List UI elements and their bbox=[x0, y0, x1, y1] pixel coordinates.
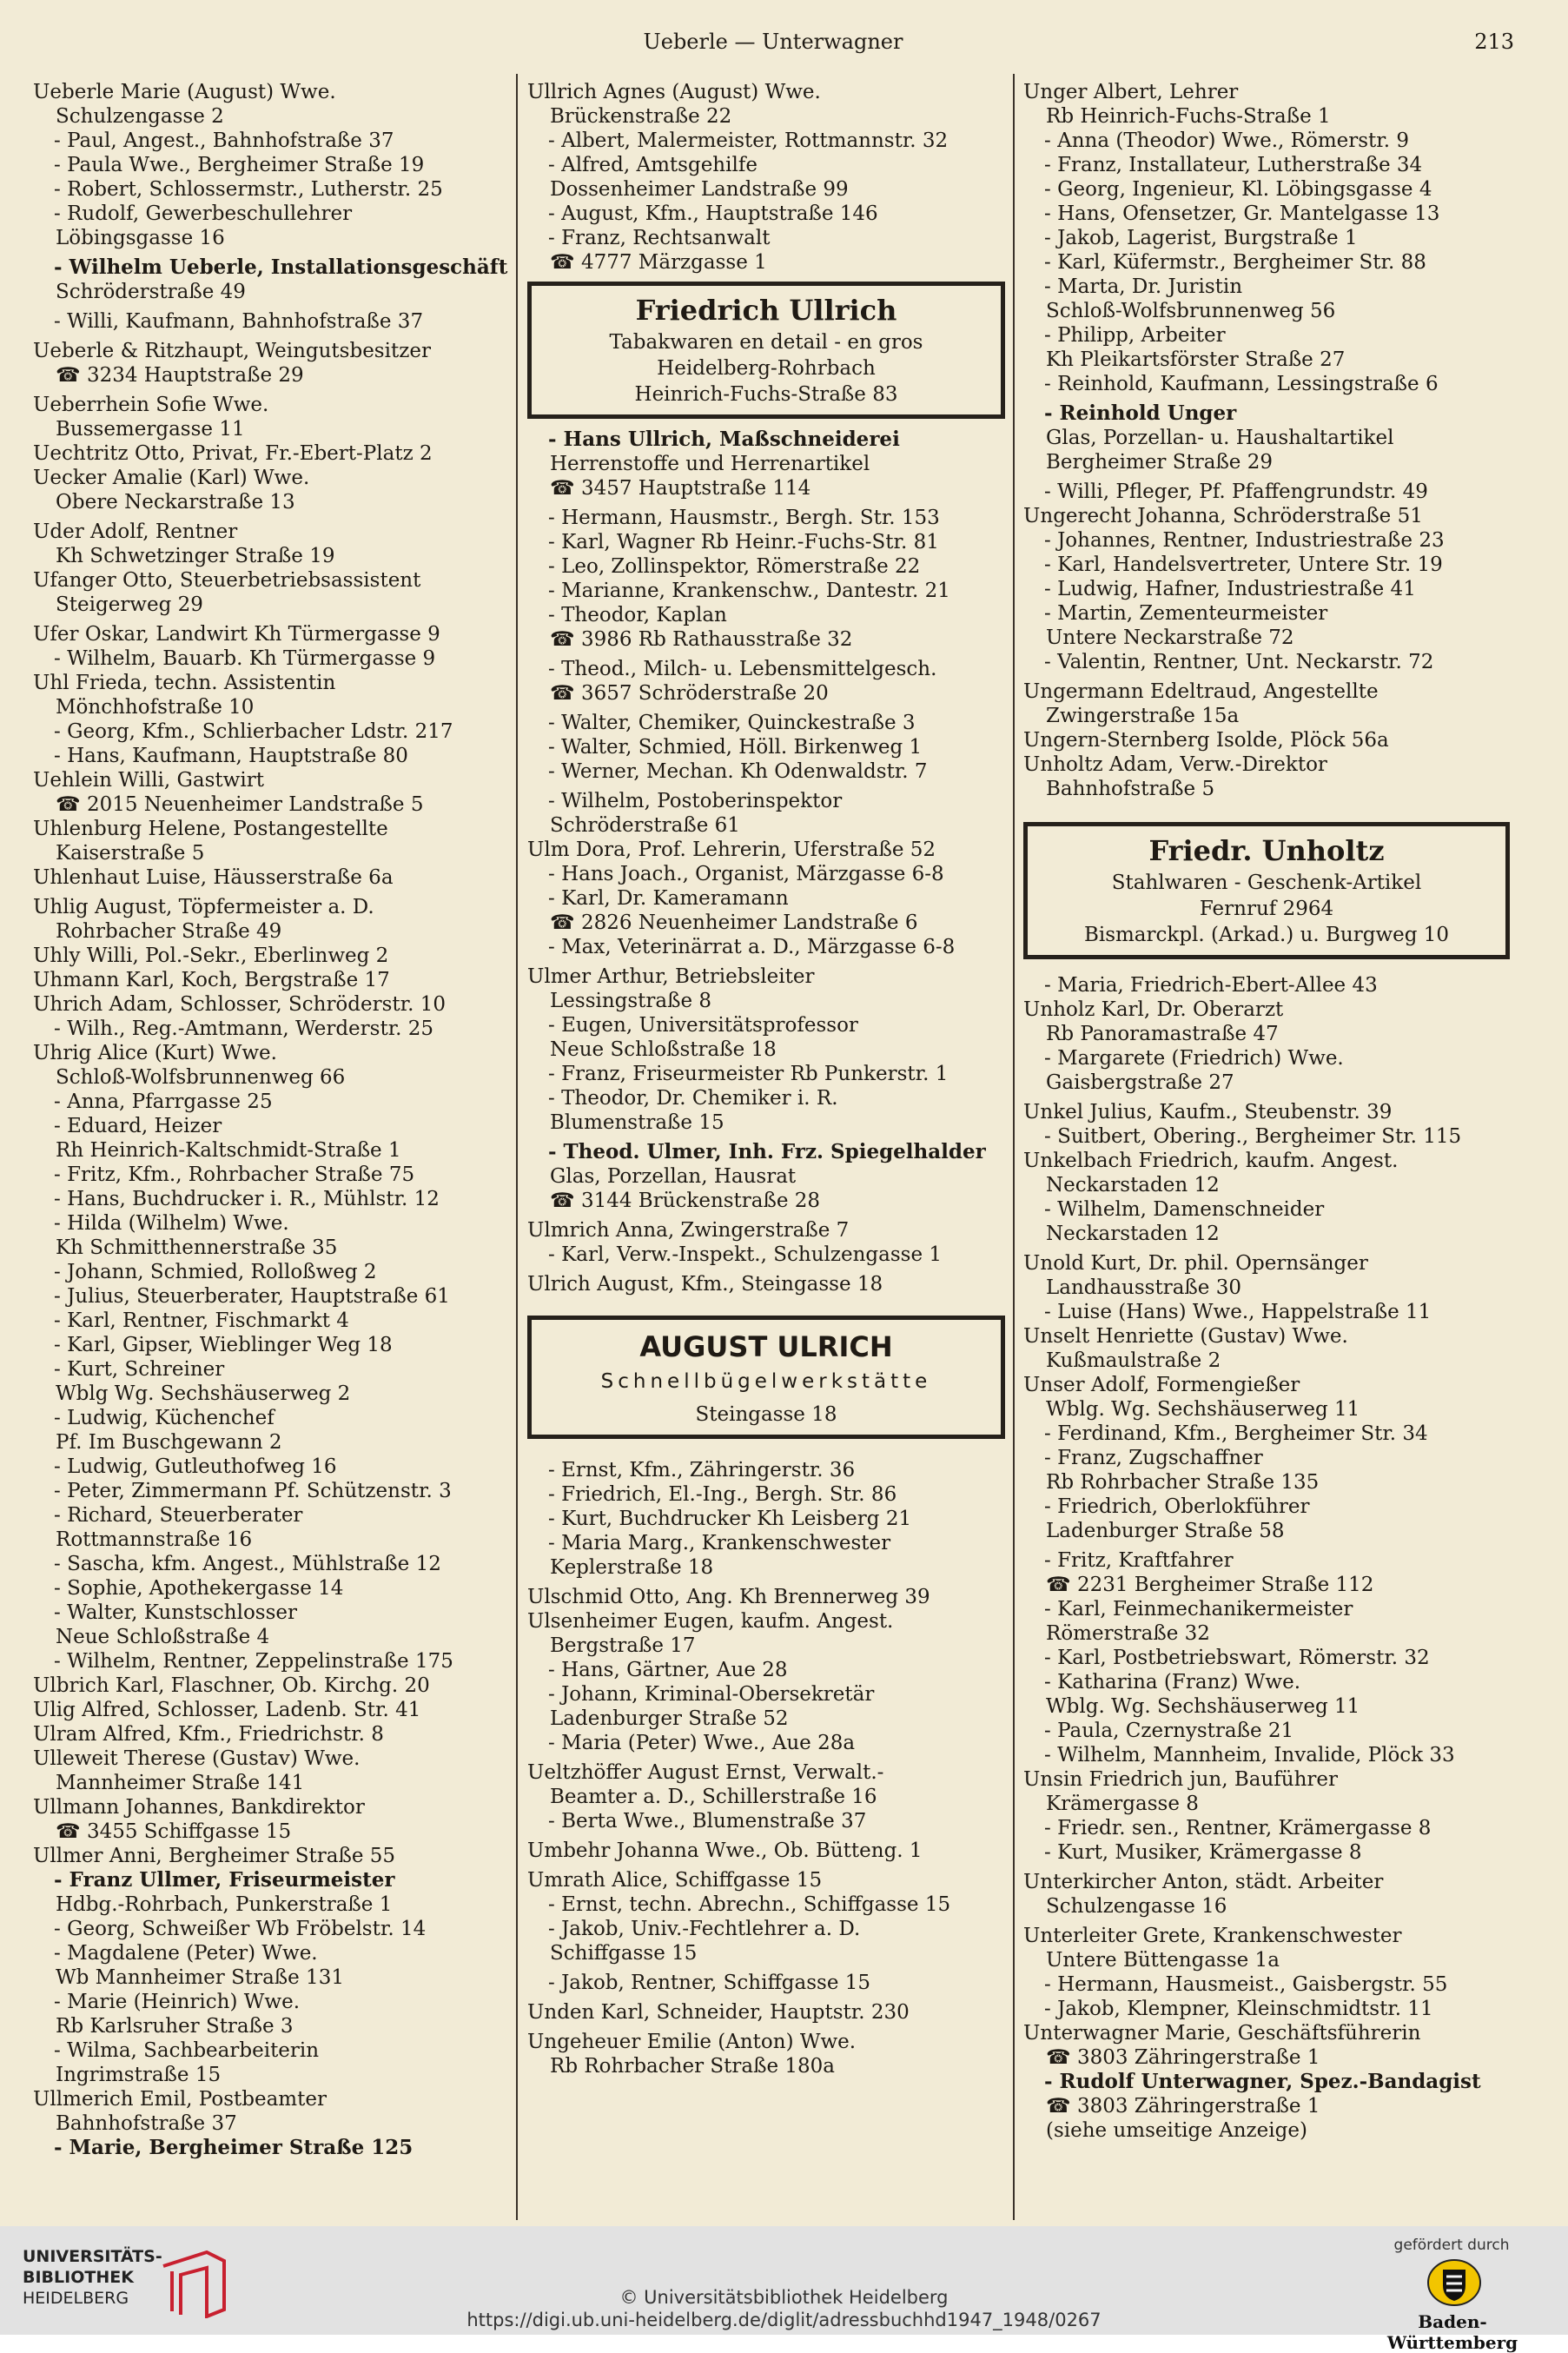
ad-line: Fernruf 2964 bbox=[1199, 898, 1334, 920]
directory-entry: - Fritz, Kraftfahrer bbox=[1044, 1549, 1234, 1572]
directory-entry: - Leo, Zollinspektor, Römerstraße 22 bbox=[548, 555, 921, 578]
directory-entry: Kh Pleikartsförster Straße 27 bbox=[1046, 348, 1346, 371]
directory-entry: Uehlein Willi, Gastwirt bbox=[33, 769, 264, 792]
directory-entry: Bahnhofstraße 37 bbox=[56, 2112, 237, 2135]
directory-entry: - Marta, Dr. Juristin bbox=[1044, 275, 1243, 298]
directory-entry: - Katharina (Franz) Wwe. bbox=[1044, 1671, 1301, 1693]
directory-entry: Ufer Oskar, Landwirt Kh Türmergasse 9 bbox=[33, 623, 440, 646]
directory-entry: - Franz Ullmer, Friseurmeister bbox=[54, 1868, 395, 1892]
directory-entry: Uhrich Adam, Schlosser, Schröderstr. 10 bbox=[33, 993, 447, 1016]
directory-entry: Unkel Julius, Kaufm., Steubenstr. 39 bbox=[1023, 1101, 1393, 1123]
directory-entry: - Jakob, Rentner, Schiffgasse 15 bbox=[548, 1972, 871, 1994]
library-name-line1: UNIVERSITÄTS- bbox=[23, 2247, 162, 2266]
directory-entry: - Wilhelm, Mannheim, Invalide, Plöck 33 bbox=[1044, 1744, 1455, 1766]
directory-entry: ☎ 3803 Zähringerstraße 1 bbox=[1046, 2046, 1320, 2069]
directory-entry: Unselt Henriette (Gustav) Wwe. bbox=[1023, 1325, 1348, 1348]
directory-entry: Löbingsgasse 16 bbox=[56, 227, 225, 249]
directory-entry: Uecker Amalie (Karl) Wwe. bbox=[33, 467, 310, 489]
directory-entry: Unterkircher Anton, städt. Arbeiter bbox=[1023, 1871, 1384, 1893]
directory-entry: - Ernst, Kfm., Zähringerstr. 36 bbox=[548, 1459, 856, 1481]
directory-entry: Uder Adolf, Rentner bbox=[33, 520, 238, 543]
directory-entry: Kaiserstraße 5 bbox=[56, 842, 205, 865]
directory-entry: Wblg. Wg. Sechshäuserweg 11 bbox=[1046, 1695, 1360, 1718]
directory-entry: - Willi, Pfleger, Pf. Pfaffengrundstr. 49 bbox=[1044, 481, 1428, 503]
directory-entry: - Ludwig, Gutleuthofweg 16 bbox=[54, 1455, 337, 1478]
directory-entry: Ulmer Arthur, Betriebsleiter bbox=[527, 965, 815, 988]
ad-line: Schnellbügelwerkstätte bbox=[600, 1370, 932, 1393]
directory-entry: - Marie (Heinrich) Wwe. bbox=[54, 1991, 301, 2013]
directory-entry: - Johann, Schmied, Rolloßweg 2 bbox=[54, 1261, 377, 1283]
directory-entry: - Peter, Zimmermann Pf. Schützenstr. 3 bbox=[54, 1480, 452, 1502]
directory-entry: Kußmaulstraße 2 bbox=[1046, 1349, 1221, 1372]
directory-entry: - Rudolf, Gewerbeschullehrer bbox=[54, 202, 353, 225]
directory-entry: - Theodor, Kaplan bbox=[548, 604, 727, 626]
directory-entry: Ulrich August, Kfm., Steingasse 18 bbox=[527, 1273, 883, 1296]
directory-entry: ☎ 3657 Schröderstraße 20 bbox=[550, 682, 829, 705]
directory-entry: Ulram Alfred, Kfm., Friedrichstr. 8 bbox=[33, 1723, 384, 1746]
advertisement-august-ulrich bbox=[527, 1316, 1005, 1439]
directory-entry: Uhmann Karl, Koch, Bergstraße 17 bbox=[33, 969, 390, 991]
directory-entry: - Franz, Installateur, Lutherstraße 34 bbox=[1044, 154, 1423, 176]
directory-entry: Neue Schloßstraße 18 bbox=[550, 1038, 777, 1061]
directory-entry: - Hermann, Hausmstr., Bergh. Str. 153 bbox=[548, 507, 940, 529]
directory-entry: ☎ 3457 Hauptstraße 114 bbox=[550, 477, 811, 500]
library-name-line3: HEIDELBERG bbox=[23, 2289, 129, 2308]
directory-entry: Wb Mannheimer Straße 131 bbox=[56, 1966, 344, 1989]
entry-list bbox=[1023, 80, 1510, 801]
directory-entry: - Karl, Wagner Rb Heinr.-Fuchs-Str. 81 bbox=[548, 531, 939, 553]
directory-entry: - Wilhelm, Rentner, Zeppelinstraße 175 bbox=[54, 1650, 453, 1673]
directory-entry: - Marianne, Krankenschw., Dantestr. 21 bbox=[548, 580, 950, 602]
permalink-url[interactable]: https://digi.ub.uni-heidelberg.de/diglit/adressbuchhd1947_1948/0267 bbox=[466, 2310, 1102, 2330]
directory-entry: Wblg Wg. Sechshäuserweg 2 bbox=[56, 1382, 351, 1405]
directory-entry: - Margarete (Friedrich) Wwe. bbox=[1044, 1047, 1344, 1070]
directory-entry: - Ludwig, Hafner, Industriestraße 41 bbox=[1044, 578, 1416, 600]
directory-entry: Pf. Im Buschgewann 2 bbox=[56, 1431, 282, 1454]
directory-entry: - Hans, Gärtner, Aue 28 bbox=[548, 1659, 788, 1681]
ad-line: Steingasse 18 bbox=[695, 1403, 837, 1426]
directory-entry: - Paula Wwe., Bergheimer Straße 19 bbox=[54, 154, 425, 176]
directory-entry: Bahnhofstraße 5 bbox=[1046, 778, 1215, 800]
directory-entry: - Werner, Mechan. Kh Odenwaldstr. 7 bbox=[548, 760, 928, 783]
directory-entry: - Jakob, Lagerist, Burgstraße 1 bbox=[1044, 227, 1358, 249]
directory-entry: - Franz, Rechtsanwalt bbox=[548, 227, 771, 249]
directory-entry: Unholz Karl, Dr. Oberarzt bbox=[1023, 998, 1284, 1021]
directory-entry: Neue Schloßstraße 4 bbox=[56, 1626, 270, 1648]
directory-entry: Ungern-Sternberg Isolde, Plöck 56a bbox=[1023, 729, 1389, 752]
directory-entry: - Karl, Gipser, Wieblinger Weg 18 bbox=[54, 1334, 393, 1356]
directory-entry: Uhly Willi, Pol.-Sekr., Eberlinweg 2 bbox=[33, 945, 389, 967]
directory-entry: ☎ 2231 Bergheimer Straße 112 bbox=[1046, 1574, 1374, 1596]
directory-entry: Ulschmid Otto, Ang. Kh Brennerweg 39 bbox=[527, 1586, 930, 1608]
directory-entry: - Max, Veterinärrat a. D., Märzgasse 6-8 bbox=[548, 936, 956, 958]
directory-entry: Ullmann Johannes, Bankdirektor bbox=[33, 1796, 365, 1819]
directory-entry: Schloß-Wolfsbrunnenweg 56 bbox=[1046, 300, 1336, 322]
column-rule-right bbox=[1013, 74, 1015, 2220]
directory-entry: ☎ 2826 Neuenheimer Landstraße 6 bbox=[550, 911, 918, 934]
directory-entry: - Wilh., Reg.-Amtmann, Werderstr. 25 bbox=[54, 1017, 434, 1040]
directory-entry: - Walter, Schmied, Höll. Birkenweg 1 bbox=[548, 736, 923, 759]
directory-entry: - Georg, Kfm., Schlierbacher Ldstr. 217 bbox=[54, 720, 453, 743]
directory-entry: - Robert, Schlossermstr., Lutherstr. 25 bbox=[54, 178, 443, 201]
directory-entry: Rb Heinrich-Fuchs-Straße 1 bbox=[1046, 105, 1331, 128]
directory-entry: - Anna, Pfarrgasse 25 bbox=[54, 1090, 273, 1113]
directory-entry: Keplerstraße 18 bbox=[550, 1556, 714, 1579]
directory-entry: Obere Neckarstraße 13 bbox=[56, 491, 295, 514]
column-3 bbox=[1023, 80, 1510, 2143]
directory-entry: Ullrich Agnes (August) Wwe. bbox=[527, 81, 821, 103]
directory-entry: Unholtz Adam, Verw.-Direktor bbox=[1023, 753, 1327, 776]
ad-line: Tabakwaren en detail - en gros bbox=[609, 331, 923, 354]
directory-entry: - Ferdinand, Kfm., Bergheimer Str. 34 bbox=[1044, 1422, 1428, 1445]
directory-entry: Rb Panoramastraße 47 bbox=[1046, 1023, 1279, 1045]
directory-entry: Neckarstaden 12 bbox=[1046, 1174, 1220, 1196]
directory-entry: - Johann, Kriminal-Obersekretär bbox=[548, 1683, 875, 1706]
directory-entry: - Friedrich, El.-Ing., Bergh. Str. 86 bbox=[548, 1483, 897, 1506]
directory-entry: - Paul, Angest., Bahnhofstraße 37 bbox=[54, 129, 394, 152]
directory-entry: Ungerecht Johanna, Schröderstraße 51 bbox=[1023, 505, 1423, 527]
directory-entry: - Jakob, Klempner, Kleinschmidtstr. 11 bbox=[1044, 1998, 1433, 2020]
directory-entry: Ueberle Marie (August) Wwe. bbox=[33, 81, 336, 103]
directory-entry: ☎ 4777 Märzgasse 1 bbox=[550, 251, 767, 274]
entry-list bbox=[33, 80, 511, 2160]
directory-entry: Rohrbacher Straße 49 bbox=[56, 920, 282, 943]
directory-entry: - Martin, Zementeurmeister bbox=[1044, 602, 1328, 625]
directory-entry: (siehe umseitige Anzeige) bbox=[1046, 2119, 1307, 2142]
directory-entry: Ulig Alfred, Schlosser, Ladenb. Str. 41 bbox=[33, 1699, 421, 1721]
directory-entry: - Walter, Kunstschlosser bbox=[54, 1601, 297, 1624]
viewer-footer bbox=[0, 2226, 1568, 2353]
directory-entry: Untere Neckarstraße 72 bbox=[1046, 626, 1294, 649]
directory-entry: Ullmer Anni, Bergheimer Straße 55 bbox=[33, 1845, 396, 1867]
directory-entry: Unden Karl, Schneider, Hauptstr. 230 bbox=[527, 2001, 910, 2024]
directory-entry: - Karl, Küfermstr., Bergheimer Str. 88 bbox=[1044, 251, 1426, 274]
column-1 bbox=[33, 80, 511, 2160]
directory-entry: Ulsenheimer Eugen, kaufm. Angest. bbox=[527, 1610, 894, 1633]
directory-entry: Kh Schwetzinger Straße 19 bbox=[56, 545, 335, 567]
directory-entry: - Alfred, Amtsgehilfe bbox=[548, 154, 758, 176]
directory-entry: Mönchhofstraße 10 bbox=[56, 696, 255, 719]
directory-entry: Hdbg.-Rohrbach, Punkerstraße 1 bbox=[56, 1893, 393, 1916]
directory-entry: Schiffgasse 15 bbox=[550, 1942, 698, 1965]
directory-entry: Ueltzhöffer August Ernst, Verwalt.- bbox=[527, 1761, 884, 1784]
directory-entry: - Eduard, Heizer bbox=[54, 1115, 222, 1137]
directory-entry: Rb Rohrbacher Straße 180a bbox=[550, 2055, 835, 2078]
directory-entry: - Maria Marg., Krankenschwester bbox=[548, 1532, 891, 1554]
directory-entry: - Hans, Kaufmann, Hauptstraße 80 bbox=[54, 745, 408, 767]
directory-entry: - Karl, Verw.-Inspekt., Schulzengasse 1 bbox=[548, 1243, 943, 1266]
directory-entry: - Hans, Ofensetzer, Gr. Mantelgasse 13 bbox=[1044, 202, 1440, 225]
directory-entry: - Hans, Buchdrucker i. R., Mühlstr. 12 bbox=[54, 1188, 440, 1210]
directory-entry: - Karl, Dr. Kameramann bbox=[548, 887, 789, 910]
entry-list bbox=[1023, 973, 1510, 2143]
directory-entry: Schröderstraße 49 bbox=[56, 281, 246, 303]
directory-entry: - Wilhelm, Postoberinspektor bbox=[548, 790, 843, 812]
ad-line: Heinrich-Fuchs-Straße 83 bbox=[634, 383, 898, 406]
directory-entry: ☎ 3144 Brückenstraße 28 bbox=[550, 1190, 821, 1212]
directory-entry: Ueberle & Ritzhaupt, Weingutsbesitzer bbox=[33, 340, 431, 362]
directory-entry: - Eugen, Universitätsprofessor bbox=[548, 1014, 858, 1037]
directory-entry: Römerstraße 32 bbox=[1046, 1622, 1210, 1645]
directory-entry: - Wilhelm Ueberle, Installationsgeschäft bbox=[54, 255, 508, 279]
ad-line: Stahlwaren - Geschenk-Artikel bbox=[1111, 872, 1422, 894]
directory-entry: Ungermann Edeltraud, Angestellte bbox=[1023, 680, 1379, 703]
directory-entry: - Wilhelm, Bauarb. Kh Türmergasse 9 bbox=[54, 647, 436, 670]
directory-entry: - Maria (Peter) Wwe., Aue 28a bbox=[548, 1732, 856, 1754]
directory-entry: Unold Kurt, Dr. phil. Opernsänger bbox=[1023, 1252, 1368, 1275]
entry-list bbox=[527, 428, 1005, 1296]
directory-entry: ☎ 2015 Neuenheimer Landstraße 5 bbox=[56, 793, 424, 816]
directory-entry: Wblg. Wg. Sechshäuserweg 11 bbox=[1046, 1398, 1360, 1421]
directory-entry: Kh Schmitthennerstraße 35 bbox=[56, 1236, 338, 1259]
directory-entry: Steigerweg 29 bbox=[56, 593, 203, 616]
directory-entry: - Hermann, Hausmeist., Gaisbergstr. 55 bbox=[1044, 1973, 1448, 1996]
directory-entry: - Kurt, Musiker, Krämergasse 8 bbox=[1044, 1841, 1362, 1864]
directory-entry: - Sascha, kfm. Angest., Mühlstraße 12 bbox=[54, 1553, 441, 1575]
directory-entry: - Sophie, Apothekergasse 14 bbox=[54, 1577, 344, 1600]
directory-entry: Rh Heinrich-Kaltschmidt-Straße 1 bbox=[56, 1139, 401, 1162]
directory-entry: - Reinhold, Kaufmann, Lessingstraße 6 bbox=[1044, 373, 1439, 395]
directory-entry: - Suitbert, Obering., Bergheimer Str. 115 bbox=[1044, 1125, 1462, 1148]
ad-title: Friedr. Unholtz bbox=[1148, 834, 1385, 867]
directory-entry: Dossenheimer Landstraße 99 bbox=[550, 178, 849, 201]
directory-entry: Unser Adolf, Formengießer bbox=[1023, 1374, 1300, 1396]
directory-entry: - Wilma, Sachbearbeiterin bbox=[54, 2039, 320, 2062]
directory-entry: Ladenburger Straße 52 bbox=[550, 1707, 789, 1730]
directory-entry: - Rudolf Unterwagner, Spez.-Bandagist bbox=[1044, 2070, 1481, 2093]
library-name-line2: BIBLIOTHEK bbox=[23, 2268, 134, 2287]
directory-entry: - Marie, Bergheimer Straße 125 bbox=[54, 2136, 414, 2159]
directory-entry: Ulmrich Anna, Zwingerstraße 7 bbox=[527, 1219, 850, 1242]
advertisement-friedrich-ullrich bbox=[527, 282, 1005, 419]
directory-entry: - Johannes, Rentner, Industriestraße 23 bbox=[1044, 529, 1445, 552]
directory-entry: Schröderstraße 61 bbox=[550, 814, 740, 837]
directory-entry: Uhlenhaut Luise, Häusserstraße 6a bbox=[33, 866, 394, 889]
directory-entry: - Kurt, Schreiner bbox=[54, 1358, 225, 1381]
directory-entry: - Willi, Kaufmann, Bahnhofstraße 37 bbox=[54, 310, 424, 333]
directory-entry: - Karl, Rentner, Fischmarkt 4 bbox=[54, 1309, 349, 1332]
directory-entry: - August, Kfm., Hauptstraße 146 bbox=[548, 202, 878, 225]
directory-entry: Schulzengasse 16 bbox=[1046, 1895, 1227, 1918]
directory-entry: Untere Büttengasse 1a bbox=[1046, 1949, 1280, 1972]
directory-entry: Rottmannstraße 16 bbox=[56, 1528, 253, 1551]
directory-entry: Bussemergasse 11 bbox=[56, 418, 245, 441]
directory-entry: Umrath Alice, Schiffgasse 15 bbox=[527, 1869, 823, 1892]
directory-entry: - Karl, Postbetriebswart, Römerstr. 32 bbox=[1044, 1647, 1430, 1669]
directory-entry: - Franz, Zugschaffner bbox=[1044, 1447, 1263, 1469]
directory-entry: ☎ 3986 Rb Rathausstraße 32 bbox=[550, 628, 853, 651]
directory-entry: - Ludwig, Küchenchef bbox=[54, 1407, 275, 1429]
directory-entry: - Jakob, Univ.-Fechtlehrer a. D. bbox=[548, 1918, 861, 1940]
directory-entry: Unsin Friedrich jun, Bauführer bbox=[1023, 1768, 1339, 1791]
directory-entry: - Luise (Hans) Wwe., Happelstraße 11 bbox=[1044, 1301, 1432, 1323]
directory-entry: Bergstraße 17 bbox=[550, 1634, 696, 1657]
directory-entry: - Karl, Feinmechanikermeister bbox=[1044, 1598, 1353, 1621]
directory-entry: Uhrig Alice (Kurt) Wwe. bbox=[33, 1042, 277, 1064]
directory-entry: Umbehr Johanna Wwe., Ob. Bütteng. 1 bbox=[527, 1839, 923, 1862]
column-2 bbox=[527, 80, 1005, 2078]
directory-entry: - Friedrich, Oberlokführer bbox=[1044, 1495, 1310, 1518]
directory-entry: - Kurt, Buchdrucker Kh Leisberg 21 bbox=[548, 1508, 912, 1530]
directory-entry: Uhlenburg Helene, Postangestellte bbox=[33, 818, 388, 840]
directory-entry: - Wilhelm, Damenschneider bbox=[1044, 1198, 1325, 1221]
directory-entry: - Georg, Schweißer Wb Fröbelstr. 14 bbox=[54, 1918, 427, 1940]
directory-entry: - Paula, Czernystraße 21 bbox=[1044, 1720, 1294, 1742]
directory-entry: - Hans Joach., Organist, Märzgasse 6-8 bbox=[548, 863, 944, 885]
directory-entry: - Richard, Steuerberater bbox=[54, 1504, 303, 1527]
directory-entry: Ulbrich Karl, Flaschner, Ob. Kirchg. 20 bbox=[33, 1674, 430, 1697]
directory-entry: - Valentin, Rentner, Unt. Neckarstr. 72 bbox=[1044, 651, 1434, 673]
directory-entry: - Albert, Malermeister, Rottmannstr. 32 bbox=[548, 129, 949, 152]
directory-entry: Rb Rohrbacher Straße 135 bbox=[1046, 1471, 1320, 1494]
directory-entry: Schloß-Wolfsbrunnenweg 66 bbox=[56, 1066, 346, 1089]
directory-entry: Ingrimstraße 15 bbox=[56, 2064, 222, 2086]
directory-entry: Unterwagner Marie, Geschäftsführerin bbox=[1023, 2022, 1421, 2045]
directory-entry: Krämergasse 8 bbox=[1046, 1793, 1199, 1815]
directory-entry: - Walter, Chemiker, Quinckestraße 3 bbox=[548, 712, 916, 734]
state-coat-of-arms-icon[interactable] bbox=[1426, 2257, 1483, 2308]
directory-entry: ☎ 3803 Zähringerstraße 1 bbox=[1046, 2095, 1320, 2118]
page-header bbox=[0, 30, 1568, 64]
entry-list bbox=[527, 80, 1005, 275]
directory-entry: Bergheimer Straße 29 bbox=[1046, 451, 1273, 474]
library-emblem-icon bbox=[155, 2249, 233, 2318]
directory-entry: Gaisbergstraße 27 bbox=[1046, 1071, 1234, 1094]
directory-entry: Glas, Porzellan, Hausrat bbox=[550, 1165, 797, 1188]
directory-entry: ☎ 3234 Hauptstraße 29 bbox=[56, 364, 304, 387]
directory-entry: - Anna (Theodor) Wwe., Römerstr. 9 bbox=[1044, 129, 1409, 152]
directory-entry: Zwingerstraße 15a bbox=[1046, 705, 1240, 727]
directory-entry: Mannheimer Straße 141 bbox=[56, 1772, 305, 1794]
directory-entry: - Franz, Friseurmeister Rb Punkerstr. 1 bbox=[548, 1063, 949, 1085]
directory-entry: Uhl Frieda, techn. Assistentin bbox=[33, 672, 336, 694]
directory-entry: - Friedr. sen., Rentner, Krämergasse 8 bbox=[1044, 1817, 1432, 1839]
page-number: 213 bbox=[1474, 30, 1514, 54]
directory-entry: - Hilda (Wilhelm) Wwe. bbox=[54, 1212, 289, 1235]
directory-entry: Ullmerich Emil, Postbeamter bbox=[33, 2088, 327, 2111]
directory-entry: - Hans Ullrich, Maßschneiderei bbox=[548, 428, 900, 451]
directory-entry: - Reinhold Unger bbox=[1044, 401, 1237, 425]
directory-entry: Ulleweit Therese (Gustav) Wwe. bbox=[33, 1747, 361, 1770]
directory-entry: Ueberrhein Sofie Wwe. bbox=[33, 394, 269, 416]
entry-list bbox=[527, 1458, 1005, 2078]
directory-entry: - Philipp, Arbeiter bbox=[1044, 324, 1226, 347]
directory-entry: Glas, Porzellan- u. Haushaltartikel bbox=[1046, 427, 1394, 449]
ad-line: Heidelberg-Rohrbach bbox=[657, 357, 876, 380]
directory-entry: Ulm Dora, Prof. Lehrerin, Uferstraße 52 bbox=[527, 838, 936, 861]
directory-entry: Neckarstaden 12 bbox=[1046, 1223, 1220, 1245]
directory-entry: Uechtritz Otto, Privat, Fr.-Ebert-Platz 2 bbox=[33, 442, 433, 465]
directory-entry: Ungeheuer Emilie (Anton) Wwe. bbox=[527, 2031, 857, 2053]
directory-entry: - Ernst, techn. Abrechn., Schiffgasse 15 bbox=[548, 1893, 951, 1916]
directory-entry: Schulzengasse 2 bbox=[56, 105, 224, 128]
directory-entry: Landhausstraße 30 bbox=[1046, 1276, 1241, 1299]
directory-entry: Unger Albert, Lehrer bbox=[1023, 81, 1239, 103]
ad-title: Friedrich Ullrich bbox=[635, 294, 897, 327]
copyright-notice: © Universitätsbibliothek Heidelberg bbox=[619, 2287, 949, 2308]
column-rule-left bbox=[516, 74, 518, 2220]
directory-entry: Rb Karlsruher Straße 3 bbox=[56, 2015, 294, 2038]
funder-name: Baden-Württemberg bbox=[1386, 2311, 1518, 2353]
running-head: Ueberle — Unterwagner bbox=[643, 30, 903, 54]
directory-entry: Brückenstraße 22 bbox=[550, 105, 732, 128]
advertisement-friedr-unholtz bbox=[1023, 822, 1510, 959]
directory-entry: Herrenstoffe und Herrenartikel bbox=[550, 453, 870, 475]
directory-entry: Lessingstraße 8 bbox=[550, 990, 712, 1012]
directory-entry: Uhlig August, Töpfermeister a. D. bbox=[33, 896, 374, 918]
ad-line: Bismarckpl. (Arkad.) u. Burgweg 10 bbox=[1083, 924, 1450, 946]
directory-entry: - Karl, Handelsvertreter, Untere Str. 19 bbox=[1044, 553, 1443, 576]
directory-entry: Ladenburger Straße 58 bbox=[1046, 1520, 1285, 1542]
directory-entry: Unterleiter Grete, Krankenschwester bbox=[1023, 1925, 1402, 1947]
directory-entry: - Georg, Ingenieur, Kl. Löbingsgasse 4 bbox=[1044, 178, 1432, 201]
directory-entry: ☎ 3455 Schiffgasse 15 bbox=[56, 1820, 292, 1843]
directory-entry: - Magdalene (Peter) Wwe. bbox=[54, 1942, 318, 1965]
directory-entry: Beamter a. D., Schillerstraße 16 bbox=[550, 1786, 877, 1808]
directory-entry: - Theod. Ulmer, Inh. Frz. Spiegelhalder bbox=[548, 1140, 986, 1163]
directory-entry: Blumenstraße 15 bbox=[550, 1111, 724, 1134]
directory-entry: - Fritz, Kfm., Rohrbacher Straße 75 bbox=[54, 1163, 415, 1186]
directory-entry: - Theod., Milch- u. Lebensmittelgesch. bbox=[548, 658, 937, 680]
directory-entry: - Theodor, Dr. Chemiker i. R. bbox=[548, 1087, 838, 1110]
directory-entry: - Julius, Steuerberater, Hauptstraße 61 bbox=[54, 1285, 450, 1308]
directory-entry: - Berta Wwe., Blumenstraße 37 bbox=[548, 1810, 867, 1833]
funding-note: gefördert durch bbox=[1393, 2237, 1510, 2254]
ad-title: AUGUST ULRICH bbox=[639, 1330, 893, 1363]
directory-entry: Ufanger Otto, Steuerbetriebsassistent bbox=[33, 569, 421, 592]
directory-entry: - Maria, Friedrich-Ebert-Allee 43 bbox=[1044, 974, 1378, 997]
directory-entry: Unkelbach Friedrich, kaufm. Angest. bbox=[1023, 1150, 1399, 1172]
